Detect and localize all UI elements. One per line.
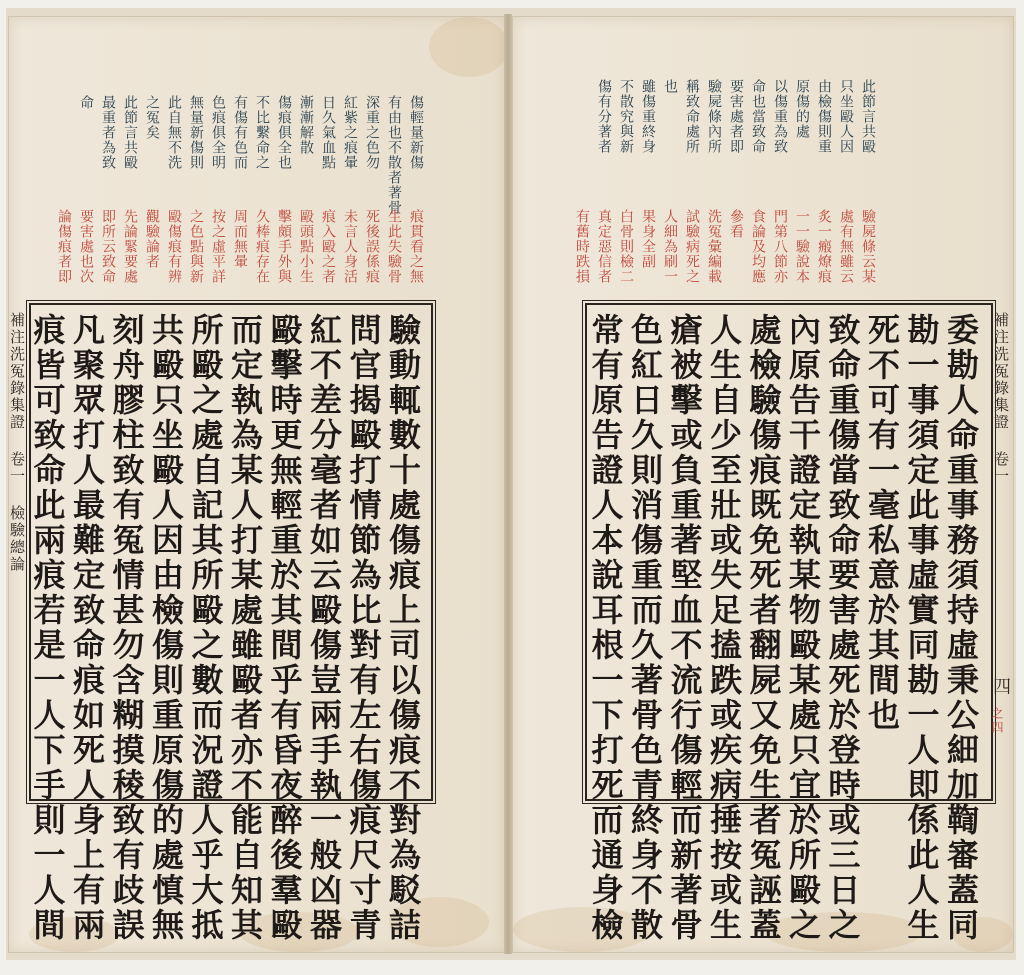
right-spine-label: 補注洗冤錄集證 卷一 [992, 312, 1010, 485]
commentary-column: 未言人身活 [342, 209, 358, 284]
commentary-column: 深重之色勿 [364, 95, 380, 170]
body-column: 內原告干證定執某物毆某處只宜於所毆之 [784, 313, 822, 943]
commentary-column: 傷有分著者 [596, 79, 612, 154]
body-column: 色紅日久則消傷重而久著骨色青終身不散 [626, 313, 664, 943]
body-column: 勘一事須定此事虛實同勘一人即係此人生 [902, 313, 941, 943]
right-page [512, 16, 1014, 953]
commentary-column: 驗屍條云某 [860, 209, 876, 284]
commentary-column: 驗屍條內所 [706, 79, 722, 154]
commentary-column: 一一驗說本 [794, 209, 810, 284]
commentary-column: 此節言共毆 [860, 79, 876, 154]
commentary-column: 傷痕俱全也 [276, 95, 292, 170]
commentary-column: 參看 [728, 209, 744, 239]
commentary-column: 最重者為致 [100, 95, 116, 170]
commentary-column: 論傷痕者即 [56, 209, 72, 284]
commentary-column: 門第八節亦 [772, 209, 788, 284]
commentary-column: 無量新傷則 [188, 95, 204, 170]
commentary-column: 也 [662, 79, 678, 94]
body-column: 刻舟膠柱致有冤情甚勿含糊摸稜致有歧誤 [107, 313, 146, 943]
commentary-column: 不散究與新 [618, 79, 634, 154]
commentary-column: 處有無雖云 [838, 209, 854, 284]
body-column: 所毆之處自記其所毆之數而況證人乎大抵 [186, 313, 225, 943]
body-column: 而定執為某人打某處雖毆者亦不能自知其 [226, 313, 264, 943]
commentary-column: 傷輕量新傷 [408, 95, 424, 170]
commentary-column: 有舊時跌損 [574, 209, 590, 284]
commentary-column: 食論及均應 [750, 209, 766, 284]
commentary-column: 久棒痕存在 [254, 209, 270, 284]
commentary-column: 要害處也次 [78, 209, 94, 284]
commentary-column: 死後誤係痕 [364, 209, 380, 284]
book-gutter [504, 14, 512, 954]
commentary-column: 雖傷重終身 [640, 79, 656, 154]
commentary-column: 以傷重為致 [772, 79, 788, 154]
commentary-column: 日久氣血點 [320, 95, 336, 170]
commentary-column: 此節言共毆 [122, 95, 138, 170]
commentary-column: 之冤矣 [144, 95, 160, 140]
commentary-column: 命 [78, 95, 94, 110]
body-column: 死不可有一毫私意於其間也 [863, 313, 901, 733]
body-column: 問官揭毆打情節為比對有左右傷痕尺寸青 [344, 313, 383, 943]
commentary-column: 即所云致命 [100, 209, 116, 284]
commentary-column: 生此失驗骨 [386, 209, 402, 284]
body-column: 驗動輒數十處傷痕上司以傷痕不對為駁詰 [384, 313, 422, 943]
commentary-column: 先論緊要處 [122, 209, 138, 284]
body-column: 致命重傷當致命要害處死於登時或三日之 [823, 313, 862, 943]
commentary-column: 毆頭點小生 [298, 209, 314, 284]
body-column: 處檢驗傷痕既免死者翻屍又免生者冤誣蓋 [744, 313, 783, 943]
commentary-column: 炙一瘢燎痕 [816, 209, 832, 284]
commentary-column: 漸漸解散 [298, 95, 314, 155]
commentary-column: 有傷有色而 [232, 95, 248, 170]
commentary-column: 紅紫之痕暈 [342, 95, 358, 170]
commentary-column: 色痕俱全明 [210, 95, 226, 170]
commentary-column: 有由也不散者著骨 [386, 95, 402, 215]
commentary-column: 周而無暈 [232, 209, 248, 269]
body-column: 凡聚眾打人最難定致命痕如死人身上有兩 [68, 313, 106, 943]
commentary-column: 人細為刷一 [662, 209, 678, 284]
commentary-column: 痕貫看之無 [408, 209, 424, 284]
page-number: 四 [990, 677, 1011, 697]
open-book [6, 8, 1016, 960]
body-column: 痕皆可致命此兩痕若是一人下手則一人間 [28, 313, 67, 943]
commentary-column: 按之虛平詳 [210, 209, 226, 284]
paper-stain [429, 17, 509, 77]
body-column: 常有原告證人本說耳根一下打死而通身檢 [586, 313, 625, 943]
commentary-column: 不比繫命之 [254, 95, 270, 170]
commentary-column: 稱致命處所 [684, 79, 700, 154]
commentary-column: 痕入毆之者 [320, 209, 336, 284]
body-column: 委勘人命重事務須持虛秉公細加鞫審蓋同 [942, 313, 980, 943]
commentary-column: 只坐毆人因 [838, 79, 854, 154]
commentary-column: 之色點與新 [188, 209, 204, 284]
left-page [8, 16, 506, 953]
commentary-column: 毆傷痕有辨 [166, 209, 182, 284]
left-spine-label: 補注洗冤錄集證 卷一 檢驗總論 [8, 312, 26, 573]
commentary-column: 洗冤彙編載 [706, 209, 722, 284]
commentary-column: 要害處者即 [728, 79, 744, 154]
body-column: 人生自少至壯或失足搕跌或疾病捶按或生 [705, 313, 743, 943]
page-mark: 之四 [990, 707, 1004, 735]
body-column: 毆擊時更無輕重於其間乎有昏夜醉後羣毆 [265, 313, 304, 943]
body-column: 瘡被擊或負重著堅血不流行傷輕而新著骨 [665, 313, 704, 943]
commentary-column: 命也當致命 [750, 79, 766, 154]
commentary-column: 擊頗手外與 [276, 209, 292, 284]
commentary-column: 試驗病死之 [684, 209, 700, 284]
body-column: 共毆只坐毆人因由檢傷則重原傷的處慎無 [147, 313, 185, 943]
body-column: 紅不差分毫者如云毆傷豈兩手執一般凶器 [305, 313, 343, 943]
commentary-column: 果身全副 [640, 209, 656, 269]
commentary-column: 原傷的處 [794, 79, 810, 139]
commentary-column: 觀驗論者 [144, 209, 160, 269]
commentary-column: 白骨則檢二 [618, 209, 634, 284]
commentary-column: 此自無不洗 [166, 95, 182, 170]
commentary-column: 由檢傷則重 [816, 79, 832, 154]
commentary-column: 真定惡信者 [596, 209, 612, 284]
